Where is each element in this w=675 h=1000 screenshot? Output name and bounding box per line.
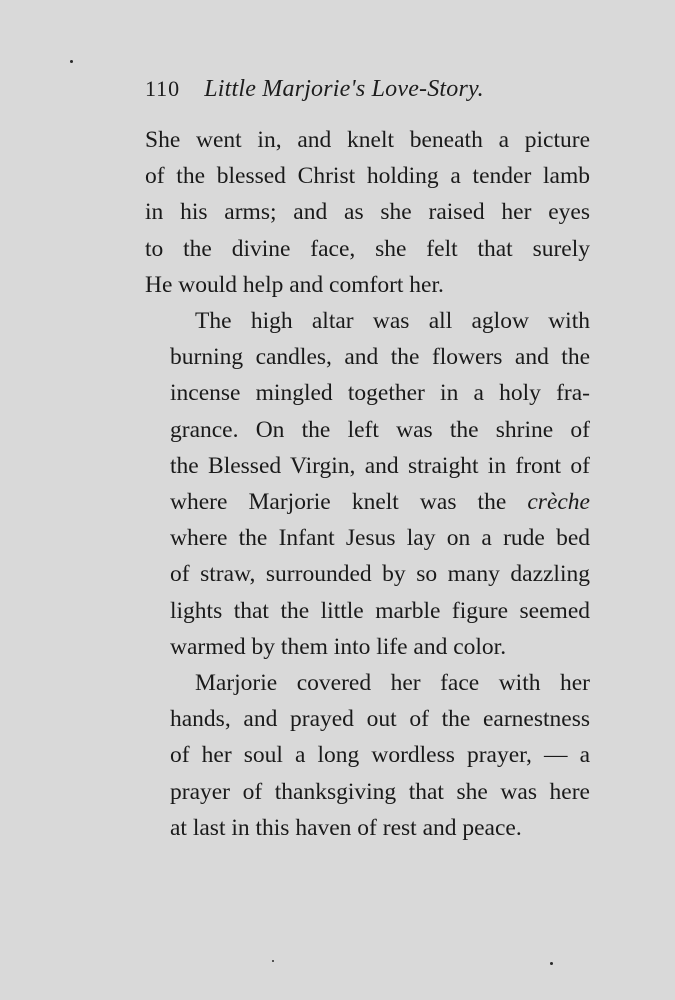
text-line: incense mingled together in a holy fra- (170, 380, 590, 407)
text-line: Marjorie covered her face with her (195, 670, 590, 697)
paragraph-3 (145, 665, 590, 846)
text-line: hands, and prayed out of the earnestness (170, 706, 590, 733)
paragraph-2 (145, 303, 590, 665)
text-line: of her soul a long wordless prayer, — a (170, 742, 590, 769)
running-header (145, 76, 545, 112)
text-line: warmed by them into life and color. (170, 633, 507, 660)
text-line: burning candles, and the flowers and the (170, 344, 590, 371)
paragraph-1 (145, 122, 590, 303)
paper-speck (550, 962, 553, 965)
text-line: She went in, and knelt beneath a picture (145, 127, 590, 153)
paper-speck (70, 60, 73, 63)
text-line: lights that the little marble figure seemed (170, 597, 590, 624)
text-line: to the divine face, she felt that surely (145, 235, 590, 262)
text-line: The high altar was all aglow with (195, 308, 590, 335)
text-line: in his arms; and as she raised her eyes (145, 199, 590, 226)
running-title: Little Marjorie's Love-Story. (204, 76, 484, 102)
text-line: of straw, surrounded by so many dazzling (170, 561, 590, 588)
paper-speck (272, 960, 274, 962)
italic-word: crèche (527, 489, 590, 516)
text-line: He would help and comfort her. (145, 271, 444, 298)
text-line: at last in this haven of rest and peace. (170, 814, 522, 841)
text-line: of the blessed Christ holding a tender lamb (145, 163, 590, 190)
body-text (145, 122, 590, 846)
text-line: the Blessed Virgin, and straight in front of (170, 452, 590, 479)
text-line-with-italic (145, 484, 590, 520)
text-line-start: where Marjorie knelt was the (170, 489, 528, 516)
page-number: 110 (145, 76, 181, 101)
text-line: prayer of thanksgiving that she was here (170, 778, 590, 805)
text-line: where the Infant Jesus lay on a rude bed (170, 525, 590, 552)
text-line: grance. On the left was the shrine of (170, 416, 590, 443)
